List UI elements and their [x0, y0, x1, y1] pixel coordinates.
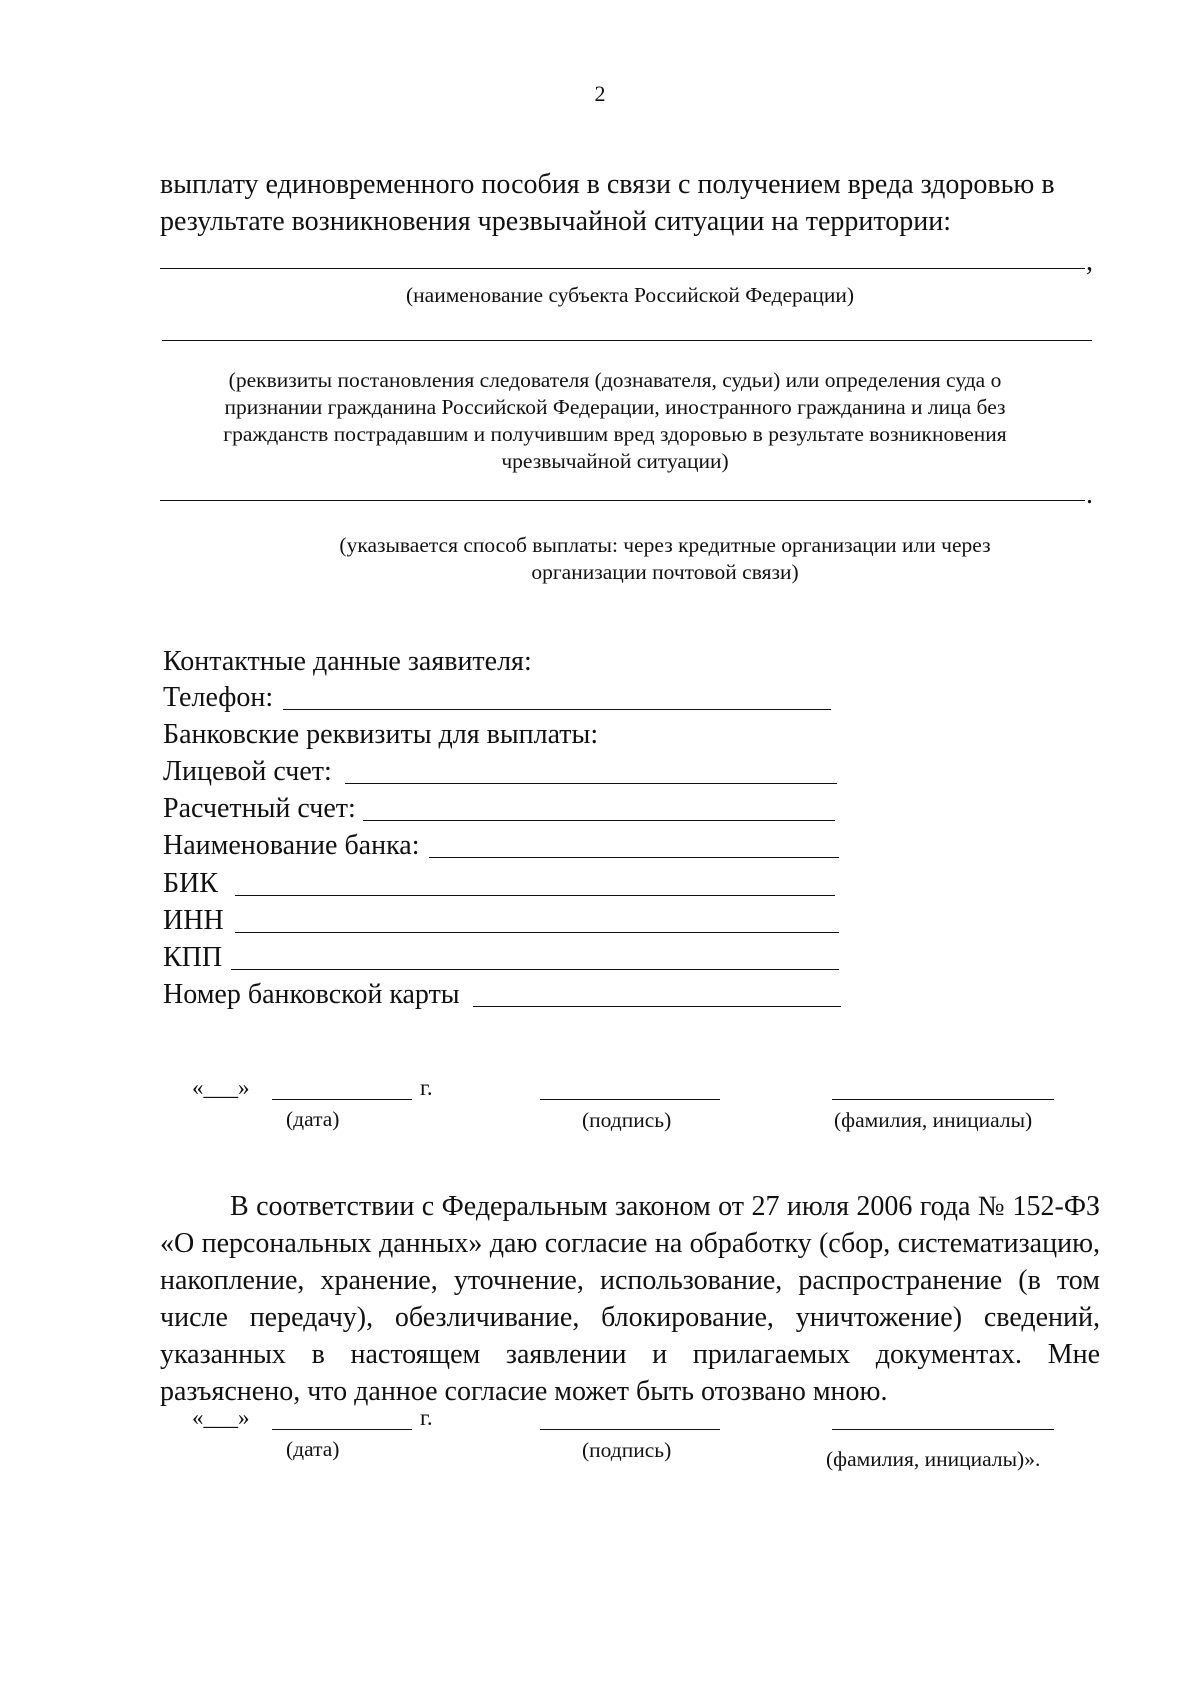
caption-requisites-line-3: гражданств пострадавшим и получившим вред здоровью в результате возникновения [223, 422, 1007, 446]
phone-label: Телефон: [163, 682, 274, 713]
caption-payment [280, 532, 1050, 586]
bank-heading: Банковские реквизиты для выплаты: [163, 719, 599, 750]
sig1-name-caption: (фамилия, инициалы) [834, 1108, 1033, 1132]
bank-name-label: Наименование банка: [163, 830, 420, 861]
requisites-fill-line [162, 340, 1092, 341]
sig1-date-caption: (дата) [286, 1107, 340, 1131]
subject-fill-line [160, 268, 1085, 269]
personal-account-label: Лицевой счет: [163, 756, 332, 787]
card-number-label: Номер банковской карты [163, 979, 460, 1010]
settlement-account-row [163, 791, 843, 827]
card-number-row [163, 977, 843, 1013]
sig1-name-line[interactable] [832, 1099, 1054, 1100]
bik-row [163, 866, 843, 902]
personal-account-input[interactable] [345, 783, 837, 784]
intro-line-2: результате возникновения чрезвычайной ситуации на территории: [160, 206, 951, 237]
payment-period: . [1086, 479, 1093, 510]
settlement-account-label: Расчетный счет: [163, 793, 356, 824]
intro-line-1: выплату единовременного пособия в связи с получением вреда здоровью в [160, 169, 1055, 200]
kpp-row [163, 940, 843, 976]
caption-requisites-line-2: признании гражданина Российской Федерации, иностранного гражданина и лица без [224, 395, 1006, 419]
bik-input[interactable] [235, 895, 835, 896]
kpp-input[interactable] [231, 969, 839, 970]
bank-name-input[interactable] [429, 857, 839, 858]
payment-fill-line [160, 500, 1085, 501]
inn-input[interactable] [235, 932, 839, 933]
caption-payment-line-1: (указывается способ выплаты: через кредитные организации или через [339, 533, 991, 557]
sig1-year-suffix: г. [420, 1075, 433, 1100]
sig1-signature-line[interactable] [540, 1099, 720, 1100]
contacts-heading: Контактные данные заявителя: [163, 646, 532, 677]
bank-name-row [163, 828, 843, 864]
sig1-signature-caption: (подпись) [582, 1108, 672, 1132]
consent-paragraph: В соответствии с Федеральным законом от 27 июля 2006 года № 152-ФЗ «О персональных данных» даю согласие на обработку (сбор, систематизацию, накопление, хранение, уточнение, использование, распространение (в том числе передачу), обезличивание, блокирование, уничтожение) сведений, указанных в настоящем заявлении и прилагаемых документах. Мне разъяснено, что данное согласие может быть отозвано мною. [160, 1191, 1100, 1407]
sig2-name-line[interactable] [832, 1429, 1054, 1430]
sig1-date-quote: «___» [192, 1075, 250, 1100]
caption-requisites [150, 367, 1080, 475]
inn-label: ИНН [163, 905, 224, 936]
phone-input[interactable] [283, 709, 831, 710]
phone-row [163, 680, 843, 716]
sig2-name-caption: (фамилия, инициалы)». [826, 1447, 1041, 1471]
subject-comma: , [1086, 246, 1093, 277]
personal-account-row [163, 754, 843, 790]
caption-subject: (наименование субъекта Российской Федерации) [405, 283, 854, 307]
caption-payment-line-2: организации почтовой связи) [531, 560, 799, 584]
caption-requisites-line-1: (реквизиты постановления следователя (дознавателя, судьи) или определения суда о [228, 368, 1002, 392]
sig2-signature-line[interactable] [540, 1429, 720, 1430]
sig2-year-suffix: г. [420, 1405, 433, 1430]
settlement-account-input[interactable] [363, 820, 835, 821]
bik-label: БИК [163, 868, 218, 899]
sig1-date-line[interactable] [272, 1099, 412, 1100]
caption-requisites-line-4: чрезвычайной ситуации) [501, 449, 729, 473]
sig2-date-line[interactable] [272, 1429, 412, 1430]
sig2-date-caption: (дата) [286, 1437, 340, 1461]
sig2-date-quote: «___» [192, 1405, 250, 1430]
inn-row [163, 903, 843, 939]
page-number: 2 [594, 81, 606, 106]
card-number-input[interactable] [473, 1006, 841, 1007]
kpp-label: КПП [163, 942, 223, 973]
sig2-signature-caption: (подпись) [582, 1438, 672, 1462]
